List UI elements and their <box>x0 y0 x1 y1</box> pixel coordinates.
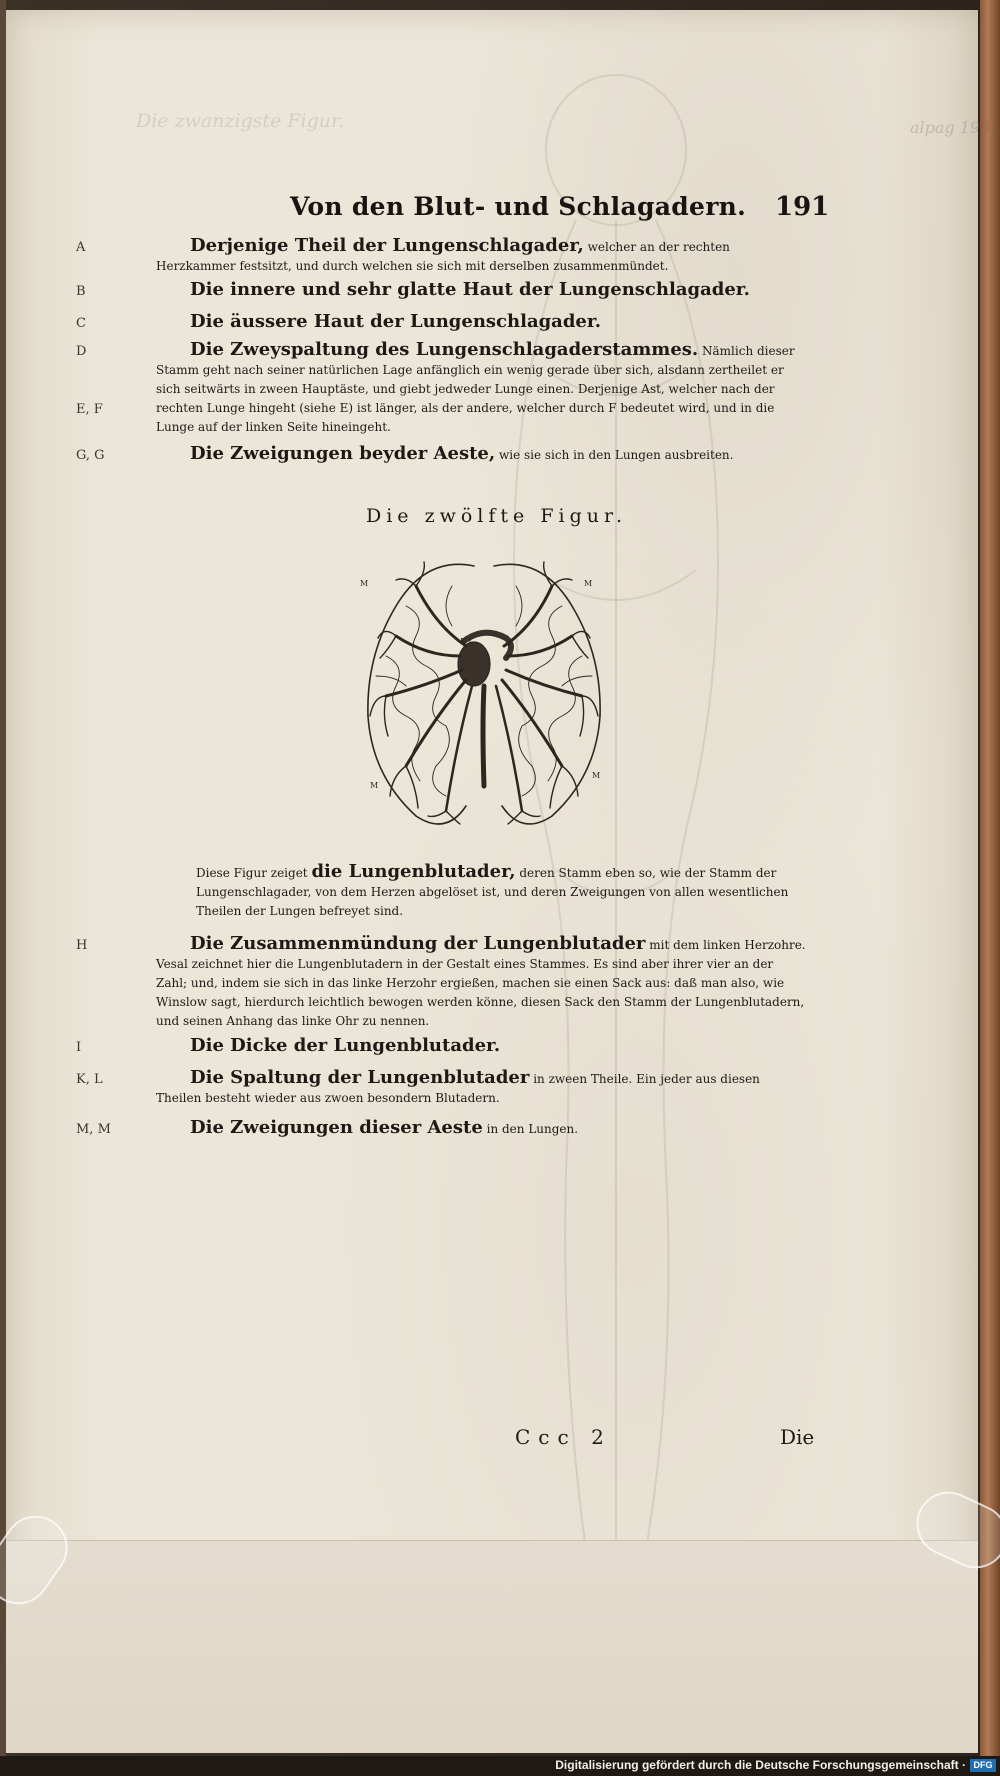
entry-body <box>156 1036 806 1057</box>
figure-description <box>196 862 806 921</box>
book-edge-right <box>980 0 1000 1760</box>
entry-head: Die Zweyspaltung des Lungenschlagaderstammes. <box>190 339 699 360</box>
entry-letter: K, L <box>76 1072 103 1087</box>
figure-label-k-l: K L <box>460 637 474 646</box>
show-through-heading: Die zwanzigste Figur. <box>136 110 345 132</box>
entry-letter: C <box>76 316 86 331</box>
footer-credit: Digitalisierung gefördert durch die Deutsche Forschungsgemeinschaft · <box>555 1758 966 1772</box>
pulmonary-vein-woodcut <box>356 546 612 836</box>
entry-letter: G, G <box>76 448 105 463</box>
entry-letter: H <box>76 938 88 953</box>
description-emphasis: die Lungenblutader, <box>311 861 516 882</box>
entry-head: Die Zweigungen beyder Aeste, <box>190 443 496 464</box>
entry-text: in den Lungen. <box>486 1122 579 1136</box>
entry-body <box>156 444 806 465</box>
figure-label-m-right: M <box>584 579 593 588</box>
entry-head: Die Dicke der Lungenblutader. <box>190 1035 501 1056</box>
entry-letter: B <box>76 284 86 299</box>
entry-body <box>156 312 806 333</box>
figure-label-m-left: M <box>360 579 369 588</box>
entry-text: Nämlich dieser Stamm geht nach seiner natürlichen Lage anfänglich ein wenig gerade über sich, alsdann zertheilet er sich seitwärts in zween Hauptäste, und giebt jedweder Lunge einen. Derjenige Ast, welcher nach der rechten Lunge hingeht (siehe E) ist länger, als der andere, welcher durch F bedeutet wird, und in die Lunge auf der linken Seite hineingeht. <box>156 344 795 434</box>
entry-body <box>156 1118 806 1139</box>
page-fold <box>6 1540 978 1753</box>
page-number: 191 <box>775 192 830 222</box>
entry-text: welcher an der rechten Herzkammer festsitzt, und durch welchen sie sich mit derselben zusammenmündet. <box>156 240 730 273</box>
entry-head: Die Zweigungen dieser Aeste <box>190 1117 483 1138</box>
dfg-logo: DFG <box>970 1759 996 1772</box>
entry-head: Derjenige Theil der Lungenschlagader, <box>190 235 584 256</box>
entry-head: Die Zusammenmündung der Lungenblutader <box>190 933 646 954</box>
show-through-side-note: alpag 193. <box>910 118 996 137</box>
description-lead: Diese Figur zeiget <box>196 866 308 880</box>
entry-text: wie sie sich in den Lungen ausbreiten. <box>498 448 734 462</box>
figure-label-m-bottom-left: M <box>370 781 379 790</box>
entry-text: mit dem linken Herzohre. Vesal zeichnet hier die Lungenblutadern in der Gestalt eines Stammes. Es sind aber ihrer vier an der Zahl; und, indem sie sich in das linke Herzohr ergießen, machen sie einen Sack aus: daß man also, wie Winslow sagt, hierdurch leichtlich bewogen werden könne, diesen Sack den Stamm der Lungenblutadern, und seinen Anhang das linke Ohr zu nennen. <box>156 938 806 1028</box>
entry-body <box>156 280 806 301</box>
entry-letter: I <box>76 1040 82 1055</box>
catchword: Die <box>780 1425 815 1449</box>
figure-caption: Die zwölfte Figur. <box>366 505 628 527</box>
entry-body <box>156 1068 806 1108</box>
entry-letter: M, M <box>76 1122 111 1137</box>
entry-body <box>156 340 806 437</box>
entry-head: Die innere und sehr glatte Haut der Lungenschlagader. <box>190 279 750 300</box>
figure-label-m-bottom-right: M <box>592 771 601 780</box>
entry-head: Die Spaltung der Lungenblutader <box>190 1067 530 1088</box>
entry-body <box>156 236 806 276</box>
entry-letter: E, F <box>76 402 103 417</box>
entry-letter: D <box>76 344 87 359</box>
entry-letter: A <box>76 240 86 255</box>
running-head: Von den Blut- und Schlagadern. <box>290 192 747 221</box>
signature-mark: Ccc 2 <box>515 1425 612 1449</box>
entry-body <box>156 934 806 1031</box>
description-text: deren Stamm eben so, wie der Stamm der Lungenschlagader, von dem Herzen abgelöset ist, und deren Zweigungen von allen wesentlichen Theilen der Lungen befreyet sind. <box>196 866 789 918</box>
entry-text: in zween Theile. Ein jeder aus diesen Theilen besteht wieder aus zwoen besondern Blutadern. <box>156 1072 760 1105</box>
entry-head: Die äussere Haut der Lungenschlagader. <box>190 311 601 332</box>
